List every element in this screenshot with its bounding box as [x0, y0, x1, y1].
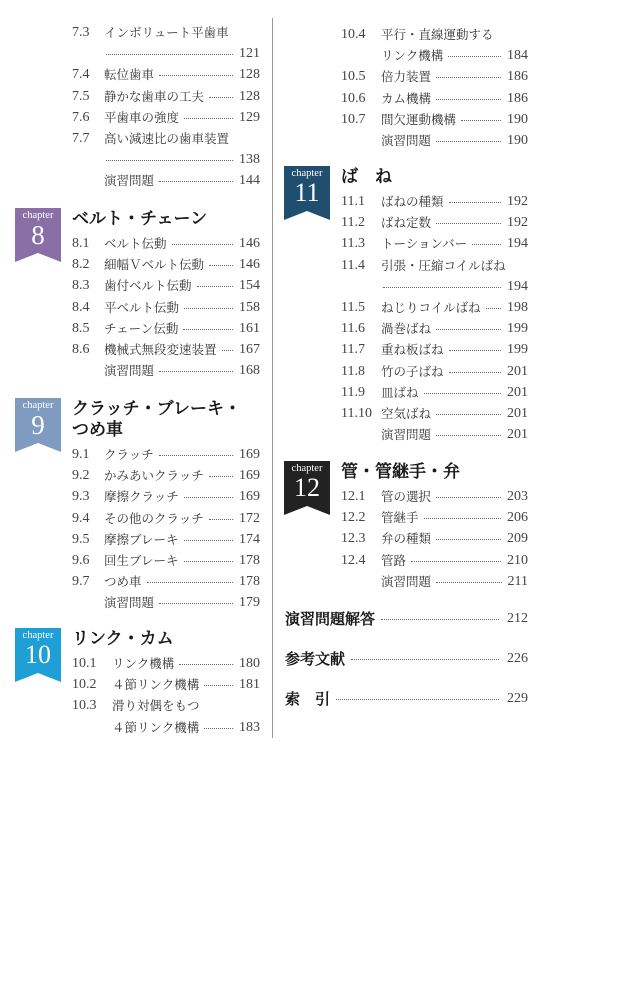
entry-title: 演習問題	[381, 133, 432, 148]
entry-page: 186	[507, 90, 528, 106]
entry-title: 演習問題	[381, 573, 432, 589]
chapter-label: chapter	[22, 630, 54, 641]
entry-title: 竹の子ばね	[381, 363, 444, 379]
entry-number: 8.5	[72, 320, 90, 336]
entry-page: 128	[239, 67, 260, 83]
entry-number: 12.1	[341, 489, 366, 504]
toc-entry[interactable]	[72, 571, 260, 593]
entry-page: 206	[507, 510, 528, 526]
toc-entry[interactable]	[341, 88, 528, 110]
entry-title: 空気ばね	[381, 406, 432, 421]
back-matter-page: 212	[507, 611, 528, 626]
toc-entry[interactable]	[341, 424, 528, 446]
back-matter-title: 索 引	[285, 690, 331, 708]
entry-title: 弁の種類	[381, 531, 432, 547]
chapter-title[interactable]: つめ車	[72, 420, 123, 440]
entry-number: 9.1	[72, 447, 90, 462]
toc-entry[interactable]	[72, 275, 260, 297]
toc-entry[interactable]	[341, 130, 528, 152]
toc-entry[interactable]	[341, 486, 528, 508]
entry-title: インボリュート平歯車	[104, 25, 229, 40]
entry-title: 高い減速比の歯車装置	[104, 131, 230, 146]
entry-page: 186	[507, 69, 528, 85]
entry-title: 回生ブレーキ	[104, 553, 179, 568]
entry-number: 12.4	[341, 552, 366, 568]
entry-title: 間欠運動機構	[381, 111, 457, 127]
entry-page: 138	[239, 152, 260, 168]
entry-number: 10.3	[72, 698, 97, 714]
entry-page: 161	[239, 320, 260, 336]
toc-entry[interactable]	[341, 109, 528, 131]
entry-number: 8.3	[72, 278, 90, 294]
chapter-12-badge	[284, 461, 330, 515]
column-divider	[272, 18, 273, 738]
entry-page: 169	[239, 447, 260, 462]
entry-title: 平行・直線運動する	[381, 27, 494, 42]
entry-title: 演習問題	[104, 173, 155, 189]
entry-title: 管の選択	[381, 489, 432, 504]
leader-dots	[222, 350, 233, 351]
leader-dots	[336, 699, 499, 700]
entry-number: 11.2	[341, 215, 365, 231]
back-matter-page: 229	[507, 691, 528, 706]
entry-page: 144	[239, 173, 260, 189]
leader-dots	[184, 308, 233, 309]
entry-number: 10.6	[341, 90, 366, 106]
toc-entry[interactable]	[72, 508, 260, 530]
leader-dots	[159, 455, 233, 456]
entry-title: クラッチ	[104, 447, 154, 462]
toc-entry[interactable]	[341, 66, 528, 88]
entry-page: 179	[239, 595, 260, 611]
entry-page: 201	[507, 406, 528, 421]
entry-title: つめ車	[104, 574, 142, 590]
toc-entry[interactable]	[72, 86, 260, 108]
entry-page: 181	[239, 677, 260, 693]
entry-title: チェーン伝動	[104, 320, 179, 336]
toc-entry[interactable]	[72, 486, 260, 508]
toc-entry[interactable]	[72, 360, 260, 382]
leader-dots	[449, 372, 501, 373]
entry-title: その他のクラッチ	[104, 510, 204, 526]
entry-number: 9.7	[72, 574, 90, 590]
leader-dots	[172, 244, 233, 245]
entry-number: 12.3	[341, 531, 366, 547]
entry-number: 10.4	[341, 27, 366, 42]
toc-entry[interactable]	[341, 318, 528, 340]
entry-number: 7.5	[72, 88, 90, 104]
entry-page: 178	[239, 574, 260, 590]
entry-title: 引張・圧縮コイルばね	[381, 257, 506, 273]
leader-dots	[209, 476, 233, 477]
entry-title: 機械式無段変速装置	[104, 342, 217, 357]
entry-number: 8.4	[72, 299, 90, 315]
leader-dots	[183, 329, 233, 330]
entry-page: 183	[239, 719, 260, 735]
entry-number: 12.2	[341, 510, 366, 526]
toc-entry[interactable]	[341, 24, 528, 46]
leader-dots	[424, 518, 501, 519]
entry-title: かみあいクラッチ	[104, 468, 204, 484]
entry-number: 11.7	[341, 342, 365, 358]
entry-number: 9.3	[72, 489, 90, 505]
leader-dots	[449, 202, 501, 203]
toc-entry[interactable]	[341, 191, 528, 213]
leader-dots	[436, 497, 501, 498]
leader-dots	[159, 371, 233, 372]
toc-entry[interactable]	[72, 149, 260, 171]
leader-dots	[209, 519, 233, 520]
entry-number: 9.4	[72, 510, 90, 526]
toc-entry[interactable]	[72, 444, 260, 466]
entry-number: 8.6	[72, 342, 90, 357]
entry-number: 11.9	[341, 384, 365, 400]
toc-entry[interactable]	[72, 254, 260, 276]
entry-page: 209	[507, 531, 528, 547]
leader-dots	[106, 160, 233, 161]
entry-page: 210	[507, 552, 528, 568]
leader-dots	[159, 75, 233, 76]
back-matter-entry[interactable]	[285, 687, 528, 711]
entry-number: 11.1	[341, 194, 365, 209]
entry-title: ばねの種類	[381, 194, 444, 209]
leader-dots	[436, 223, 501, 224]
leader-dots	[449, 350, 501, 351]
toc-entry[interactable]	[72, 22, 260, 44]
chapter-8-badge	[15, 208, 61, 262]
entry-page: 174	[239, 531, 260, 547]
leader-dots	[159, 181, 233, 182]
leader-dots	[184, 540, 233, 541]
entry-number: 10.2	[72, 677, 97, 693]
toc-entry[interactable]	[341, 45, 528, 67]
back-matter-title: 演習問題解答	[285, 610, 376, 628]
toc-entry[interactable]	[341, 361, 528, 383]
toc-entry[interactable]	[341, 507, 528, 529]
toc-entry[interactable]	[72, 529, 260, 551]
entry-page: 201	[507, 384, 528, 400]
entry-title: 転位歯車	[104, 67, 155, 83]
chapter-label: chapter	[22, 400, 54, 411]
entry-number: 11.8	[341, 363, 365, 379]
entry-page: 169	[239, 489, 260, 505]
chapter-title[interactable]: 管・管継手・弁	[341, 462, 460, 482]
chapter-title[interactable]: ば ね	[341, 167, 392, 187]
back-matter-title: 参考文献	[285, 650, 346, 668]
entry-number: 8.1	[72, 236, 90, 251]
entry-title: ベルト伝動	[104, 236, 167, 251]
toc-entry[interactable]	[341, 255, 528, 277]
entry-title: 重ね板ばね	[381, 342, 444, 358]
leader-dots	[209, 97, 233, 98]
entry-number: 7.7	[72, 131, 90, 146]
entry-title: 渦巻ばね	[381, 321, 432, 337]
entry-page: 211	[507, 573, 528, 589]
entry-page: 190	[507, 133, 528, 148]
chapter-number: 8	[31, 220, 45, 250]
entry-page: 128	[239, 88, 260, 104]
chapter-title[interactable]: クラッチ・ブレーキ・	[72, 399, 241, 419]
chapter-9-badge	[15, 398, 61, 452]
toc-entry[interactable]	[72, 653, 260, 675]
entry-title: 平ベルト伝動	[104, 299, 180, 315]
toc-entry[interactable]	[72, 465, 260, 487]
entry-title: ばね定数	[381, 215, 432, 231]
leader-dots	[436, 141, 501, 142]
entry-page: 190	[507, 111, 528, 127]
toc-entry[interactable]	[341, 382, 528, 404]
entry-page: 194	[507, 278, 528, 294]
leader-dots	[197, 286, 233, 287]
entry-number: 10.5	[341, 69, 366, 85]
entry-title: リンク機構	[381, 48, 444, 64]
toc-entry[interactable]	[341, 233, 528, 255]
entry-title: 演習問題	[104, 363, 155, 379]
chapter-10-badge	[15, 628, 61, 682]
chapter-label: chapter	[291, 463, 323, 474]
entry-title: 倍力装置	[381, 69, 432, 85]
entry-title: 歯付ベルト伝動	[104, 278, 192, 294]
entry-number: 8.2	[72, 257, 90, 273]
toc-entry[interactable]	[72, 318, 260, 340]
toc-entry[interactable]	[72, 107, 260, 129]
leader-dots	[204, 685, 233, 686]
entry-page: 180	[239, 656, 260, 671]
entry-title: 管路	[381, 552, 407, 568]
entry-number: 11.4	[341, 257, 365, 273]
toc-entry[interactable]	[341, 550, 528, 572]
entry-page: 194	[507, 236, 528, 252]
entry-number: 7.4	[72, 67, 90, 83]
entry-number: 11.10	[341, 406, 372, 421]
toc-entry[interactable]	[72, 674, 260, 696]
entry-number: 9.2	[72, 468, 90, 484]
entry-title: 摩擦クラッチ	[104, 489, 179, 505]
entry-number: 11.5	[341, 300, 365, 315]
leader-dots	[106, 54, 233, 55]
toc-entry[interactable]	[72, 43, 260, 65]
leader-dots	[411, 561, 501, 562]
entry-title: トーションバー	[381, 236, 468, 252]
toc-entry[interactable]	[72, 128, 260, 150]
leader-dots	[436, 539, 501, 540]
entry-number: 10.7	[341, 111, 366, 127]
entry-title: 静かな歯車の工夫	[104, 88, 205, 104]
entry-title: 演習問題	[381, 427, 432, 443]
toc-entry[interactable]	[341, 571, 528, 593]
toc-entry[interactable]	[72, 695, 260, 717]
entry-page: 172	[239, 510, 260, 526]
entry-title: カム機構	[381, 90, 432, 106]
entry-page: 192	[507, 215, 528, 231]
entry-page: 201	[507, 427, 528, 443]
entry-page: 121	[239, 46, 260, 62]
entry-page: 168	[239, 363, 260, 379]
entry-title: ４節リンク機構	[112, 677, 200, 693]
entry-page: 199	[507, 321, 528, 337]
leader-dots	[424, 393, 501, 394]
toc-entry[interactable]	[72, 170, 260, 192]
entry-number: 11.6	[341, 321, 365, 337]
entry-page: 167	[239, 342, 260, 357]
entry-page: 146	[239, 236, 260, 251]
toc-entry[interactable]	[72, 550, 260, 572]
leader-dots	[204, 728, 233, 729]
leader-dots	[184, 118, 233, 119]
chapter-number: 10	[25, 640, 51, 669]
entry-page: 184	[507, 48, 528, 64]
entry-title: リンク機構	[112, 656, 175, 671]
toc-entry[interactable]	[341, 276, 528, 298]
entry-page: 198	[507, 300, 528, 315]
toc-entry[interactable]	[341, 339, 528, 361]
chapter-label: chapter	[291, 168, 323, 179]
entry-title: 皿ばね	[381, 384, 419, 400]
toc-entry[interactable]	[72, 717, 260, 739]
leader-dots	[486, 308, 501, 309]
chapter-number: 9	[31, 410, 45, 440]
leader-dots	[448, 56, 501, 57]
chapter-label: chapter	[22, 210, 54, 221]
leader-dots	[436, 77, 501, 78]
entry-page: 178	[239, 553, 260, 568]
entry-title: 管継手	[381, 510, 419, 526]
leader-dots	[436, 99, 501, 100]
entry-page: 203	[507, 489, 528, 504]
leader-dots	[436, 414, 501, 415]
toc-entry[interactable]	[72, 64, 260, 86]
chapter-11-badge	[284, 166, 330, 220]
toc-entry[interactable]	[72, 592, 260, 614]
entry-title: 摩擦ブレーキ	[104, 531, 179, 547]
leader-dots	[179, 664, 233, 665]
leader-dots	[351, 659, 499, 660]
leader-dots	[383, 287, 501, 288]
entry-number: 9.5	[72, 531, 90, 547]
chapter-number: 12	[294, 473, 320, 502]
back-matter-entry[interactable]	[285, 607, 528, 631]
leader-dots	[147, 582, 233, 583]
entry-page: 201	[507, 363, 528, 379]
entry-page: 146	[239, 257, 260, 273]
leader-dots	[461, 120, 501, 121]
entry-title: 細幅Ｖベルト伝動	[104, 257, 205, 273]
leader-dots	[436, 435, 501, 436]
toc-entry[interactable]	[341, 212, 528, 234]
chapter-number: 11	[294, 178, 320, 207]
leader-dots	[184, 561, 233, 562]
entry-page: 192	[507, 194, 528, 209]
entry-page: 199	[507, 342, 528, 358]
leader-dots	[184, 497, 233, 498]
leader-dots	[472, 244, 501, 245]
entry-page: 169	[239, 468, 260, 484]
entry-title: 平歯車の強度	[104, 109, 180, 125]
entry-page: 129	[239, 109, 260, 125]
entry-number: 7.6	[72, 109, 90, 125]
chapter-title[interactable]: リンク・カム	[72, 629, 174, 649]
entry-page: 158	[239, 299, 260, 315]
leader-dots	[436, 582, 502, 583]
entry-number: 7.3	[72, 25, 90, 40]
toc-entry[interactable]	[72, 233, 260, 255]
leader-dots	[159, 603, 233, 604]
toc-entry[interactable]	[341, 528, 528, 550]
back-matter-page: 226	[507, 651, 528, 666]
entry-title: 滑り対偶をもつ	[112, 698, 200, 714]
toc-entry[interactable]	[341, 403, 528, 425]
entry-title: ねじりコイルばね	[381, 300, 481, 315]
chapter-title[interactable]: ベルト・チェーン	[72, 209, 208, 229]
toc-entry[interactable]	[72, 297, 260, 319]
entry-title: 演習問題	[104, 595, 155, 611]
toc-entry[interactable]	[72, 339, 260, 361]
leader-dots	[381, 619, 499, 620]
leader-dots	[436, 329, 501, 330]
entry-number: 11.3	[341, 236, 365, 252]
toc-entry[interactable]	[341, 297, 528, 319]
leader-dots	[209, 265, 233, 266]
entry-number: 10.1	[72, 656, 97, 671]
back-matter-entry[interactable]	[285, 647, 528, 671]
entry-number: 9.6	[72, 553, 90, 568]
entry-page: 154	[239, 278, 260, 294]
entry-title: ４節リンク機構	[112, 719, 200, 735]
